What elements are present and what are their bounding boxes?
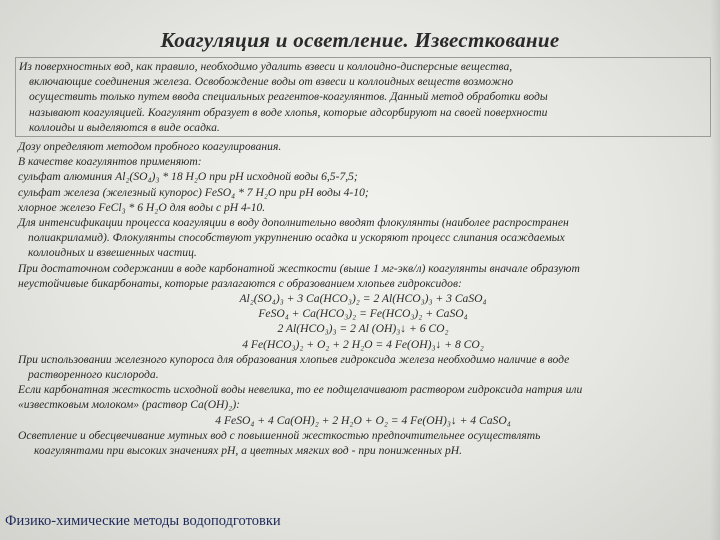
text-line: сульфат железа (железный купорос) FeSO₄ * 7 H₂O при pH воды 4-10; <box>18 185 369 199</box>
intro-line: коллоиды и выделяются в виде осадка. <box>29 120 220 134</box>
footer-caption: Физико-химические методы водоподготовки <box>5 513 281 529</box>
text-line: Дозу определяют методом пробного коагулирования. <box>18 140 282 154</box>
intro-line: включающие соединения железа. Освобождение воды от взвеси и коллоидных веществ возможно <box>29 75 514 89</box>
after-line: «известковым молоком» (раствор Ca(OH)₂): <box>18 398 241 412</box>
text-line: Для интенсификации процесса коагуляции в воду дополнительно вводят флокулянты (наиболее распространен <box>18 216 569 230</box>
equation: FeSO₄ + Ca(HCO₃)₂ = Fe(HCO₃)₂ + CaSO₄ <box>258 307 468 321</box>
intro-line: называют коагуляцией. Коагулянт образует в воде хлопья, которые адсорбируют на своей поверхности <box>29 105 548 119</box>
after-line: Если карбонатная жесткость исходной воды невелика, то ее подщелачивают раствором гидроксида натрия или <box>18 383 583 397</box>
intro-line: Из поверхностных вод, как правило, необходимо удалить взвеси и коллоидно-дисперсные вещества, <box>19 60 513 73</box>
closing-line: коагулянтами при высоких значениях pH, а цветных мягких вод - при пониженных pH. <box>34 444 463 458</box>
after-line: растворенного кислорода. <box>28 368 159 382</box>
intro-line: осуществить только путем ввода специальных реагентов-коагулянтов. Данный метод обработки воды <box>29 90 548 104</box>
slide-edge-shadow <box>710 0 720 540</box>
text-line: хлорное железо FeCl₃ * 6 H₂O для воды с pH 4-10. <box>18 200 266 214</box>
equation: Al₂(SO₄)₃ + 3 Ca(HCO₃)₂ = 2 Al(HCO₃)₃ + 3 CaSO₄ <box>239 292 487 306</box>
text-line: полиакриламид). Флокулянты способствуют укрупнению осадка и ускоряют процесс слипания осаждаемых <box>28 231 565 245</box>
equation: 2 Al(HCO₃)₃ = 2 Al (OH)₃↓ + 6 CO₂ <box>277 322 449 336</box>
text-line: сульфат алюминия Al₂(SO₄)₃ * 18 H₂O при pH исходной воды 6,5-7,5; <box>18 170 358 184</box>
after-line: При использовании железного купороса для образования хлопьев гидроксида железа необходимо наличие в воде <box>18 352 570 366</box>
text-line: коллоидных и взвешенных частиц. <box>28 246 197 260</box>
text-line: В качестве коагулянтов применяют: <box>18 155 202 169</box>
carbonate-line: неустойчивые бикарбонаты, которые разлагаются с образованием хлопьев гидроксидов: <box>18 276 462 290</box>
equation: 4 Fe(HCO₃)₂ + O₂ + 2 H₂O = 4 Fe(OH)₃↓ + 8 CO₂ <box>242 337 484 351</box>
equation: 4 FeSO₄ + 4 Ca(OH)₂ + 2 H₂O + O₂ = 4 Fe(OH)₃↓ + 4 CaSO₄ <box>215 413 511 427</box>
page-title: Коагуляция и осветление. Известкование <box>160 28 560 52</box>
slide-body <box>18 57 708 458</box>
closing-line: Осветление и обесцвечивание мутных вод с повышенной жесткостью предпочтительнее осуществлять <box>18 428 541 442</box>
carbonate-line: При достаточном содержании в воде карбонатной жесткости (выше 1 мг-экв/л) коагулянты вначале образуют <box>18 261 580 275</box>
intro-box <box>15 57 711 137</box>
